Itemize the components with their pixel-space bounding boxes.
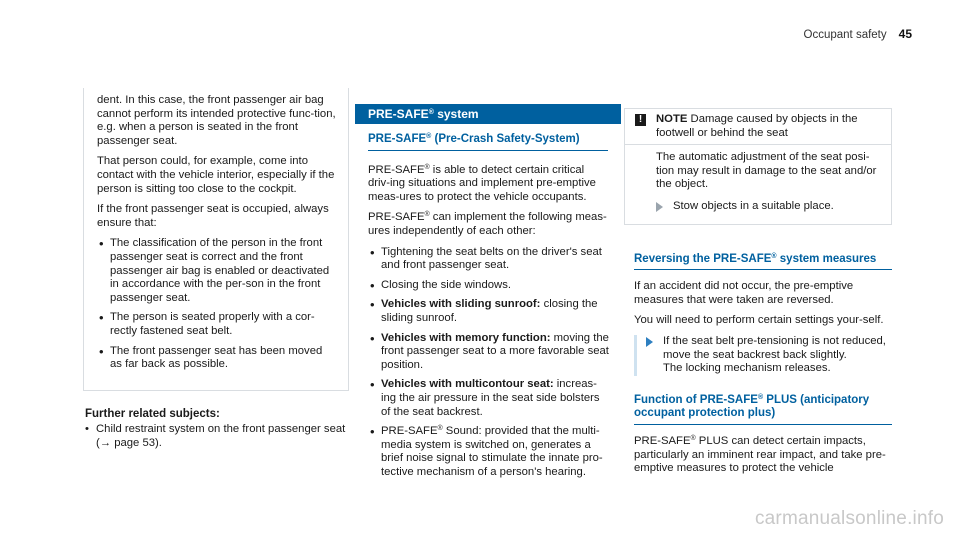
subsection-heading: PRE-SAFE® (Pre-Crash Safety-System) <box>368 133 608 151</box>
section-reversing <box>624 253 892 376</box>
exclamation-icon: ! <box>635 114 646 126</box>
action-arrow-icon <box>646 337 653 347</box>
list-item: • Vehicles with memory function: moving the front passenger seat to a more favorable seat position. <box>368 332 609 373</box>
paragraph: PRE-SAFE® PLUS can detect certain impacts, particularly an imminent rear impact, and take pre-emptive measures to protect the vehicle <box>634 434 886 475</box>
cross-reference-link[interactable]: • Child restraint system on the front passenger seat (→ page 53). <box>85 423 349 450</box>
paragraph: You will need to perform certain settings your-self. <box>634 314 884 327</box>
bullet-list <box>368 246 609 480</box>
page-number: 45 <box>898 27 912 41</box>
section-title: Occupant safety <box>803 29 887 41</box>
action-step: Stow objects in a suitable place. <box>656 200 881 214</box>
paragraph: PRE-SAFE® can implement the following meas-ures independently of each other: <box>368 211 607 237</box>
action-arrow-icon <box>656 202 663 212</box>
section-pre-safe-plus <box>624 394 892 476</box>
paragraph: dent. In this case, the front passenger air bag cannot perform its intended protective func-tion, e.g. when a person is seated in the front passenger seat. <box>97 94 336 147</box>
paragraph: PRE-SAFE® is able to detect certain critical driv-ing situations and implement pre-emptive meas-ures to protect the vehicle occupants. <box>368 163 596 203</box>
section-heading: Function of PRE-SAFE® PLUS (anticipatory occupant protection plus) <box>634 394 892 425</box>
further-subjects-title: Further related subjects: <box>85 407 220 420</box>
list-item: • PRE-SAFE® Sound: provided that the multi-media system is switched on, generates a brief noise signal to stimulate the innate pro-tective mechanism of a person's hearing. <box>368 425 609 479</box>
paragraph: If the front passenger seat is occupied, always ensure that: <box>97 203 329 229</box>
further-subjects <box>83 408 349 451</box>
column-right <box>624 108 892 483</box>
note-label: NOTE <box>656 113 688 125</box>
list-item: • Closing the side windows. <box>368 279 609 293</box>
list-item: • The classification of the person in the front passenger seat is correct and the front passenger air bag is enabled or deactivated in accordance with the per-son in the front passenger seat. <box>97 237 336 305</box>
list-item: • The front passenger seat has been moved as far back as possible. <box>97 345 336 372</box>
section-heading: Reversing the PRE-SAFE® system measures <box>634 253 892 271</box>
note-box <box>624 108 892 225</box>
paragraph: If an accident did not occur, the pre-emptive measures that were taken are reversed. <box>634 280 854 306</box>
list-item: • Vehicles with sliding sunroof: closing the sliding sunroof. <box>368 298 609 325</box>
action-step: If the seat belt pre-tensioning is not reduced, move the seat backrest back slightly. The locking mechanism releases. <box>634 335 892 376</box>
paragraph: That person could, for example, come into contact with the vehicle interior, especially if the person is sitting too close to the cockpit. <box>97 155 335 195</box>
list-item: • Vehicles with multicontour seat: increas-ing the air pressure in the seat side bolsters of the seat backrest. <box>368 378 609 419</box>
section-title-bar: PRE-SAFE® system <box>355 104 621 124</box>
note-body: The automatic adjustment of the seat posi-tion may result in damage to the seat and/or the object. <box>656 151 877 191</box>
column-left <box>83 88 349 450</box>
column-middle <box>355 104 621 485</box>
watermark: carmanualsonline.info <box>754 508 944 530</box>
warning-continuation-box <box>83 88 349 391</box>
list-item: • The person is seated properly with a cor-rectly fastened seat belt. <box>97 311 336 338</box>
list-item: • Tightening the seat belts on the driver's seat and front passenger seat. <box>368 246 609 273</box>
note-title: Damage caused by objects in the footwell or behind the seat <box>656 113 858 139</box>
bullet-list <box>97 237 336 371</box>
page-header <box>804 28 912 43</box>
